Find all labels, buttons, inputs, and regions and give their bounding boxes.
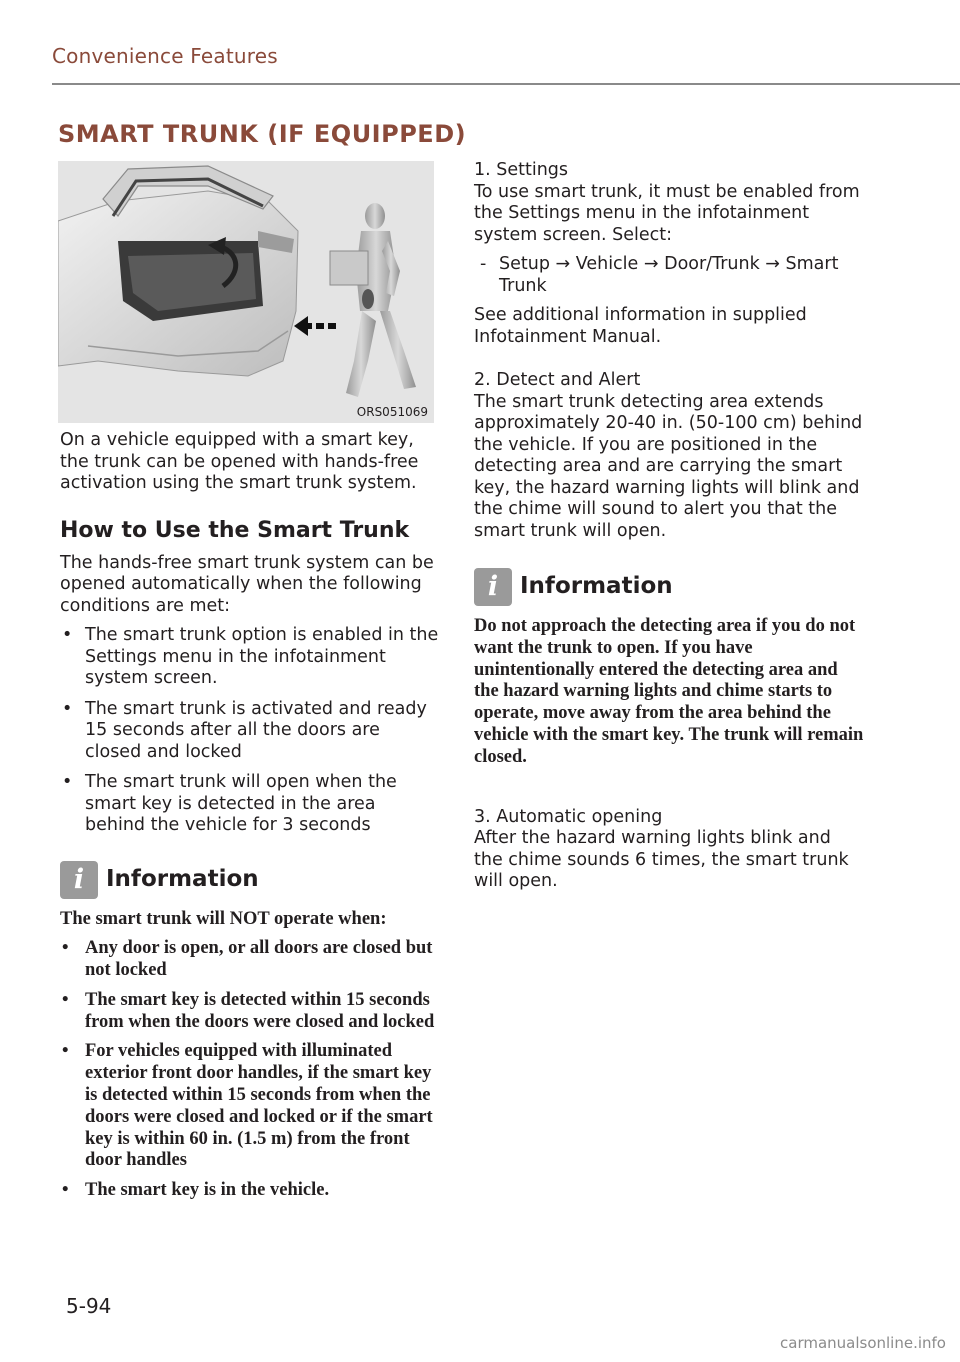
bullet-icon: • <box>62 938 69 959</box>
information-icon: i <box>474 568 512 606</box>
intro-paragraph: On a vehicle equipped with a smart key, the trunk can be opened with hands-free activation using the smart trunk system. <box>60 430 419 493</box>
step-text: After the hazard warning lights blink and the chime sounds 6 times, the smart trunk will open. <box>474 828 849 892</box>
step-title: 2. Detect and Alert <box>474 370 641 390</box>
smart-trunk-illustration <box>58 161 434 423</box>
not-operate-list <box>60 938 440 1202</box>
information-box <box>60 861 440 1203</box>
how-to-heading: How to Use the Smart Trunk <box>60 517 410 543</box>
step-title: 1. Settings <box>474 160 569 180</box>
information-text: Do not approach the detecting area if you do not want the trunk to open. If you have unintentionally entered the detecting area and the hazard warning lights and chime starts to operate, move away from the area behind the vehicle with the smart key. The trunk will remain closed. <box>474 616 864 767</box>
running-header: Convenience Features <box>52 44 278 68</box>
information-header <box>474 568 864 606</box>
left-column <box>60 430 440 1210</box>
list-item: • Any door is open, or all doors are closed but not locked <box>62 938 433 981</box>
information-header <box>60 861 440 899</box>
list-item: • The smart trunk option is enabled in the Settings menu in the infotainment system screen. <box>62 625 439 688</box>
how-to-paragraph: The hands-free smart trunk system can be opened automatically when the following conditions are met: <box>60 552 434 616</box>
list-item: • The smart trunk will open when the smart key is detected in the area behind the vehicle for 3 seconds <box>62 772 397 835</box>
dash-icon: - <box>480 254 487 274</box>
car-and-person-drawing <box>58 161 434 423</box>
step-automatic-opening <box>474 807 864 893</box>
step-settings <box>474 160 864 348</box>
bullet-icon: • <box>62 772 73 792</box>
step-note: See additional information in supplied Infotainment Manual. <box>474 305 807 347</box>
figure-code: ORS051069 <box>356 405 428 419</box>
bullet-icon: • <box>62 989 69 1010</box>
information-icon: i <box>60 861 98 899</box>
information-title: Information <box>520 573 673 600</box>
bullet-icon: • <box>62 625 73 645</box>
bullet-icon: • <box>62 698 73 719</box>
information-box <box>474 568 864 769</box>
list-item: • The smart key is in the vehicle. <box>62 1180 330 1201</box>
bullet-icon: • <box>62 1180 69 1201</box>
list-item: • The smart trunk is activated and ready 15 seconds after all the doors are closed and locked <box>62 698 427 762</box>
page-number: 5-94 <box>66 1294 112 1318</box>
conditions-list <box>60 625 440 837</box>
list-item: • The smart key is detected within 15 seconds from when the doors were closed and locked <box>62 989 435 1032</box>
bullet-icon: • <box>62 1041 69 1062</box>
settings-path: - Setup → Vehicle → Door/Trunk → Smart Trunk <box>480 254 839 296</box>
step-title: 3. Automatic opening <box>474 806 663 827</box>
list-item: • For vehicles equipped with illuminated exterior front door handles, if the smart key is detected within 15 seconds from when the doors were closed and locked or if the smart key is within 60 in. (1.5 m) from the front door handles <box>62 1041 433 1171</box>
watermark: carmanualsonline.info <box>780 1334 946 1352</box>
information-lead: The smart trunk will NOT operate when: <box>60 908 387 929</box>
information-body <box>60 909 440 1203</box>
step-detect <box>474 370 864 542</box>
information-title: Information <box>106 865 259 892</box>
step-text: To use smart trunk, it must be enabled from the Settings menu in the infotainment system screen. Select: <box>474 181 860 245</box>
section-title: SMART TRUNK (IF EQUIPPED) <box>58 120 467 148</box>
right-column <box>474 160 864 907</box>
header-divider <box>52 83 960 85</box>
step-text: The smart trunk detecting area extends approximately 20-40 in. (50-100 cm) behind the vehicle. If you are positioned in the detecting area and are carrying the smart key, the hazard warning lights will blink and the chime will sound to alert you that the smart trunk will open. <box>474 391 863 541</box>
